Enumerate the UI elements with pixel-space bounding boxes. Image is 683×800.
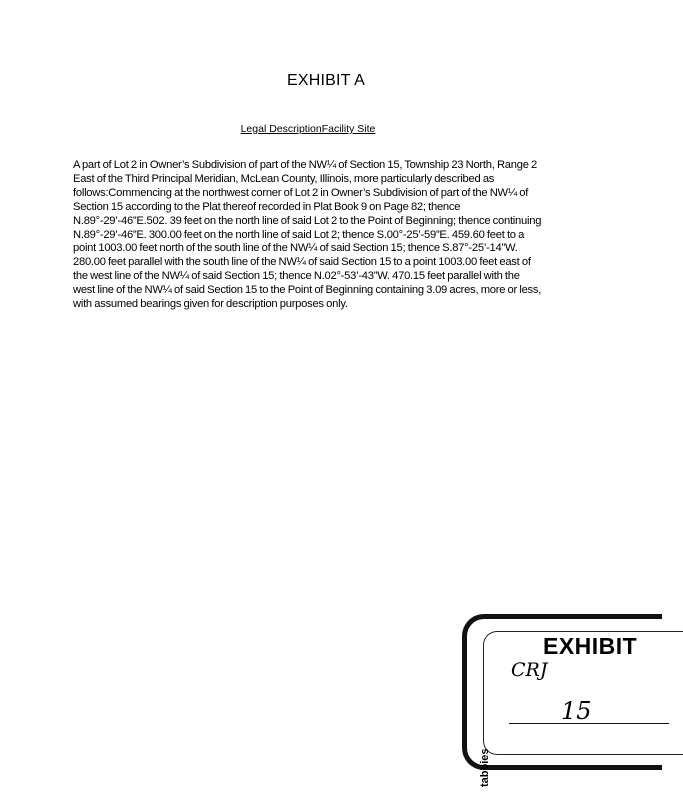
exhibit-stamp-handwriting-1: CRJ — [511, 659, 548, 681]
page-title: EXHIBIT A — [287, 72, 365, 89]
exhibit-stamp-label: EXHIBIT — [543, 633, 638, 659]
exhibit-stamp-signature-line — [509, 723, 669, 724]
legal-description-text: A part of Lot 2 in Owner’s Subdivision of part of the NW¼ of Section 15, Township 23 North, Range 2 East of the Third Principal Meridian, McLean County, Illinois, more particularly described as follows:Commencing at the northwest corner of Lot 2 in Owner’s Subdivision of part of the NW¼ of Section 15 according to the Plat thereof recorded in Plat Book 9 on Page 82; thence N.89°-29’-46”E.502. 39 feet on the north line of said Lot 2 to the Point of Beginning; thence continuing N.89°-29’-46”E. 300.00 feet on the north line of said Lot 2; thence S.00°-25’-59”E. 459.60 feet to a point 1003.00 feet north of the south line of the NW¼ of said Section 15; thence S.87°-25’-14”W. 280.00 feet parallel with the south line of the NW¼ of said Section 15 to a point 1003.00 feet east of the west line of the NW¼ of said Section 15; thence N.02°-53’-43”W. 470.15 feet parallel with the west line of the NW¼ of said Section 15 to the Point of Beginning containing 3.09 acres, more or less, with assumed bearings given for description purposes only. — [73, 159, 542, 311]
exhibit-stamp-handwriting-2: 15 — [561, 697, 592, 725]
exhibit-stamp-brand-wrap — [475, 729, 489, 789]
legal-description-heading: Legal DescriptionFacility Site — [240, 123, 376, 135]
exhibit-stamp-brand: tabbies — [479, 748, 491, 787]
exhibit-stamp — [462, 614, 662, 787]
